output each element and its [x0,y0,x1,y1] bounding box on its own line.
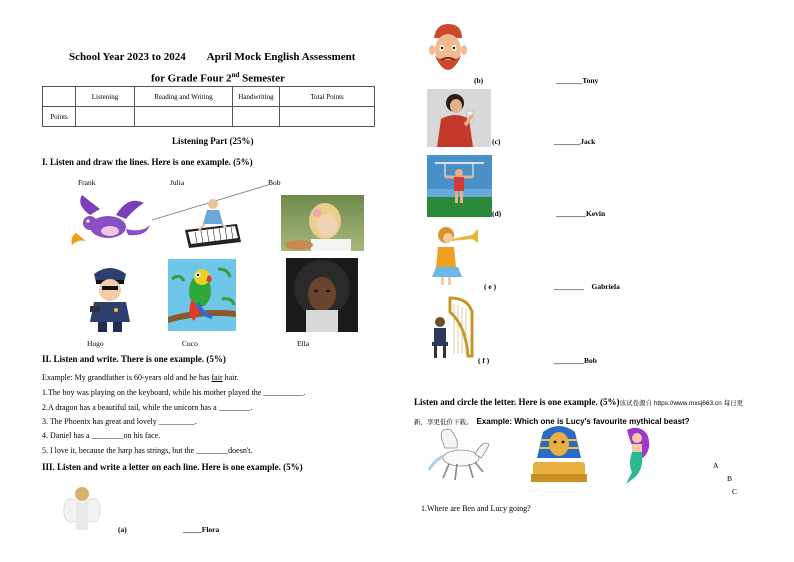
harp-player-picture [430,296,476,360]
section-3-answer-f[interactable]: ________Bob [554,356,597,365]
section-3-label-f: ( f ) [478,356,490,365]
girl-picture [281,195,364,251]
assessment-name: April Mock English Assessment [206,51,356,63]
watermark-text-2: 新，享更低价下载。 [414,419,473,426]
table-header-cell: Handwriting [233,87,280,107]
trumpet-girl-picture [432,225,482,287]
section-2-item-5[interactable]: 5. I love it, because the harp has strings, but the ________doesn't. [42,446,253,455]
section-4-question-1: 1.Where are Ben and Lucy going? [421,504,531,513]
section-3-answer-c[interactable]: _______Jack [554,137,596,146]
piano-picture [183,198,243,250]
section-2-item-1[interactable]: 1.The boy was playing on the keyboard, while his mother played the __________. [42,388,306,397]
police-cartoon [82,262,138,334]
option-c[interactable]: C [732,487,738,496]
title-line-2: for Grade Four 2nd Semester [151,71,285,85]
angel-wings-picture [62,484,102,532]
section-2-item-4[interactable]: 4. Daniel has a ________on his face. [42,431,161,440]
gymnast-picture [427,155,492,217]
sphinx-picture [527,422,591,484]
section-2-heading: II. Listen and write. There is one example. (5%) [42,354,226,364]
watermark-text: 该试卷源自 https://www.mxsj663.cn 每日更 [619,400,744,407]
dragon-picture [68,193,154,249]
option-b[interactable]: B [727,474,733,483]
section-2-example: Example: My grandfather is 60-years old and he has fair hair. [42,373,239,382]
name-hugo: Hugo [87,339,104,348]
name-bob: Bob [268,178,281,187]
name-julia: Julia [170,178,185,187]
section-3-label-d: (d) [492,209,502,218]
section-3-answer-b[interactable]: _______Tony [556,76,599,85]
section-4-heading: Listen and circle the letter. Here is one example. (5%) [414,397,620,407]
section-3-example-answer: _____Flora [183,525,220,534]
option-a[interactable]: A [713,461,719,470]
section-3-heading: III. Listen and write a letter on each line. Here is one example. (5%) [42,462,303,472]
parrot-picture [168,259,236,331]
name-ella: Ella [297,339,310,348]
mermaid-picture [619,426,659,486]
pegasus-picture [425,426,495,484]
bearded-man-cartoon [428,22,468,84]
table-header-cell: Total Points [280,87,375,107]
man-drinking-picture [427,89,491,147]
section-3-label-c: (c) [492,137,501,146]
listening-part-title: Listening Part (25%) [172,136,254,146]
section-3-answer-d[interactable]: ________Kevin [556,209,606,218]
section-4-example-question: Example: Which one is Lucy's favourite mythical beast? [476,417,690,426]
section-2-item-3[interactable]: 3. The Phoenix has great and lovely _________. [42,417,197,426]
section-1-heading: I. Listen and draw the lines. Here is one example. (5%) [42,157,253,167]
section-2-item-2[interactable]: 2.A dragon has a beautiful tail, while the unicorn has a ________. [42,403,253,412]
section-3-example-label: (a) [118,525,127,534]
section-3-label-b: (b) [474,76,484,85]
name-frank: Frank [78,178,96,187]
table-row-label: Points [43,107,76,127]
school-year: School Year 2023 to 2024 [69,51,186,63]
girl-portrait [286,258,358,332]
name-cuco: Cuco [182,339,198,348]
table-header-cell: Listening [76,87,135,107]
section-3-label-e: ( e ) [484,282,497,291]
section-3-answer-e[interactable]: ________ Gabriela [554,282,620,291]
table-header-cell: Reading and Writing [135,87,233,107]
